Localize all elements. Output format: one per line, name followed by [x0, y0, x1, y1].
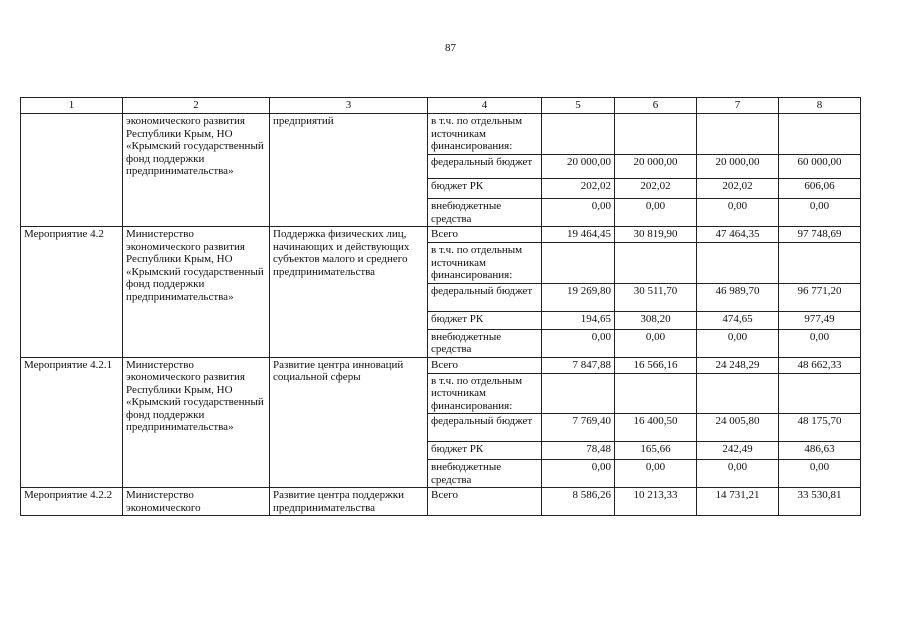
- funding-source-cell: федеральный бюджет: [428, 283, 542, 311]
- amount-cell-v8: 48 662,33: [779, 357, 861, 373]
- amount-cell-v7: 202,02: [697, 179, 779, 199]
- amount-cell-v7: 20 000,00: [697, 155, 779, 179]
- amount-cell-v7: 46 989,70: [697, 283, 779, 311]
- column-header: 6: [615, 98, 697, 114]
- funding-source-cell: в т.ч. по отдельным источникам финансирования:: [428, 373, 542, 414]
- amount-cell-v8: 0,00: [779, 199, 861, 227]
- funding-source-cell: внебюджетные средства: [428, 199, 542, 227]
- amount-cell-v8: [779, 373, 861, 414]
- amount-cell-v5: 202,02: [542, 179, 615, 199]
- column-header: 8: [779, 98, 861, 114]
- amount-cell-v8: 977,49: [779, 311, 861, 329]
- amount-cell-v8: 606,06: [779, 179, 861, 199]
- amount-cell-v7: 0,00: [697, 199, 779, 227]
- amount-cell-v7: [697, 243, 779, 284]
- amount-cell-v8: 0,00: [779, 460, 861, 488]
- column-header: 4: [428, 98, 542, 114]
- funding-source-cell: Всего: [428, 227, 542, 243]
- funding-source-cell: в т.ч. по отдельным источникам финансирования:: [428, 243, 542, 284]
- amount-cell-v5: 19 269,80: [542, 283, 615, 311]
- funding-source-cell: Всего: [428, 357, 542, 373]
- amount-cell-v5: 194,65: [542, 311, 615, 329]
- funding-source-cell: федеральный бюджет: [428, 155, 542, 179]
- column-header: 3: [270, 98, 428, 114]
- amount-cell-v6: 0,00: [615, 329, 697, 357]
- header-row: [21, 98, 861, 114]
- amount-cell-v7: 242,49: [697, 442, 779, 460]
- amount-cell-v5: 20 000,00: [542, 155, 615, 179]
- executor-cell: Министерство экономического развития Республики Крым, НО «Крымский государственный фонд поддержки предпринимательства»: [123, 227, 270, 358]
- funding-source-cell: федеральный бюджет: [428, 414, 542, 442]
- amount-cell-v6: 30 819,90: [615, 227, 697, 243]
- amount-cell-v6: 0,00: [615, 460, 697, 488]
- amount-cell-v5: 8 586,26: [542, 488, 615, 516]
- description-cell: Поддержка физических лиц, начинающих и действующих субъектов малого и среднего предпринимательства: [270, 227, 428, 358]
- amount-cell-v5: 78,48: [542, 442, 615, 460]
- amount-cell-v7: 0,00: [697, 460, 779, 488]
- amount-cell-v7: 14 731,21: [697, 488, 779, 516]
- column-header: 5: [542, 98, 615, 114]
- amount-cell-v8: [779, 114, 861, 155]
- amount-cell-v6: 0,00: [615, 199, 697, 227]
- amount-cell-v8: 486,63: [779, 442, 861, 460]
- amount-cell-v7: 47 464,35: [697, 227, 779, 243]
- funding-source-cell: внебюджетные средства: [428, 460, 542, 488]
- amount-cell-v6: 30 511,70: [615, 283, 697, 311]
- amount-cell-v5: 0,00: [542, 199, 615, 227]
- amount-cell-v5: 7 847,88: [542, 357, 615, 373]
- funding-source-cell: Всего: [428, 488, 542, 516]
- amount-cell-v5: [542, 243, 615, 284]
- funding-source-cell: бюджет РК: [428, 179, 542, 199]
- executor-cell: Министерство экономического: [123, 488, 270, 516]
- amount-cell-v5: 0,00: [542, 460, 615, 488]
- amount-cell-v5: [542, 114, 615, 155]
- amount-cell-v8: 33 530,81: [779, 488, 861, 516]
- amount-cell-v8: 60 000,00: [779, 155, 861, 179]
- amount-cell-v6: 16 566,16: [615, 357, 697, 373]
- amount-cell-v7: [697, 373, 779, 414]
- page-number: 87: [445, 42, 456, 54]
- amount-cell-v6: 20 000,00: [615, 155, 697, 179]
- table-row: [21, 488, 861, 516]
- amount-cell-v7: 474,65: [697, 311, 779, 329]
- amount-cell-v6: 16 400,50: [615, 414, 697, 442]
- budget-table: [20, 97, 861, 516]
- amount-cell-v7: 24 248,29: [697, 357, 779, 373]
- amount-cell-v8: [779, 243, 861, 284]
- funding-source-cell: бюджет РК: [428, 442, 542, 460]
- amount-cell-v8: 97 748,69: [779, 227, 861, 243]
- amount-cell-v6: [615, 373, 697, 414]
- amount-cell-v6: [615, 114, 697, 155]
- table-row: [21, 227, 861, 243]
- executor-cell: Министерство экономического развития Республики Крым, НО «Крымский государственный фонд поддержки предпринимательства»: [123, 357, 270, 488]
- table-row: [21, 114, 861, 155]
- amount-cell-v8: 0,00: [779, 329, 861, 357]
- amount-cell-v6: 202,02: [615, 179, 697, 199]
- event-cell: [21, 114, 123, 227]
- description-cell: Развитие центра поддержки предпринимательства: [270, 488, 428, 516]
- amount-cell-v8: 48 175,70: [779, 414, 861, 442]
- amount-cell-v5: 0,00: [542, 329, 615, 357]
- column-header: 1: [21, 98, 123, 114]
- table-row: [21, 357, 861, 373]
- event-cell: Мероприятие 4.2: [21, 227, 123, 358]
- amount-cell-v5: [542, 373, 615, 414]
- column-header: 7: [697, 98, 779, 114]
- funding-source-cell: бюджет РК: [428, 311, 542, 329]
- amount-cell-v6: 10 213,33: [615, 488, 697, 516]
- executor-cell: экономического развития Республики Крым, НО «Крымский государственный фонд поддержки предпринимательства»: [123, 114, 270, 227]
- amount-cell-v8: 96 771,20: [779, 283, 861, 311]
- column-header: 2: [123, 98, 270, 114]
- funding-source-cell: в т.ч. по отдельным источникам финансирования:: [428, 114, 542, 155]
- amount-cell-v7: 24 005,80: [697, 414, 779, 442]
- amount-cell-v6: [615, 243, 697, 284]
- amount-cell-v5: 7 769,40: [542, 414, 615, 442]
- amount-cell-v5: 19 464,45: [542, 227, 615, 243]
- description-cell: Развитие центра инноваций социальной сферы: [270, 357, 428, 488]
- amount-cell-v7: [697, 114, 779, 155]
- funding-source-cell: внебюджетные средства: [428, 329, 542, 357]
- description-cell: предприятий: [270, 114, 428, 227]
- amount-cell-v6: 165,66: [615, 442, 697, 460]
- event-cell: Мероприятие 4.2.2: [21, 488, 123, 516]
- amount-cell-v7: 0,00: [697, 329, 779, 357]
- event-cell: Мероприятие 4.2.1: [21, 357, 123, 488]
- amount-cell-v6: 308,20: [615, 311, 697, 329]
